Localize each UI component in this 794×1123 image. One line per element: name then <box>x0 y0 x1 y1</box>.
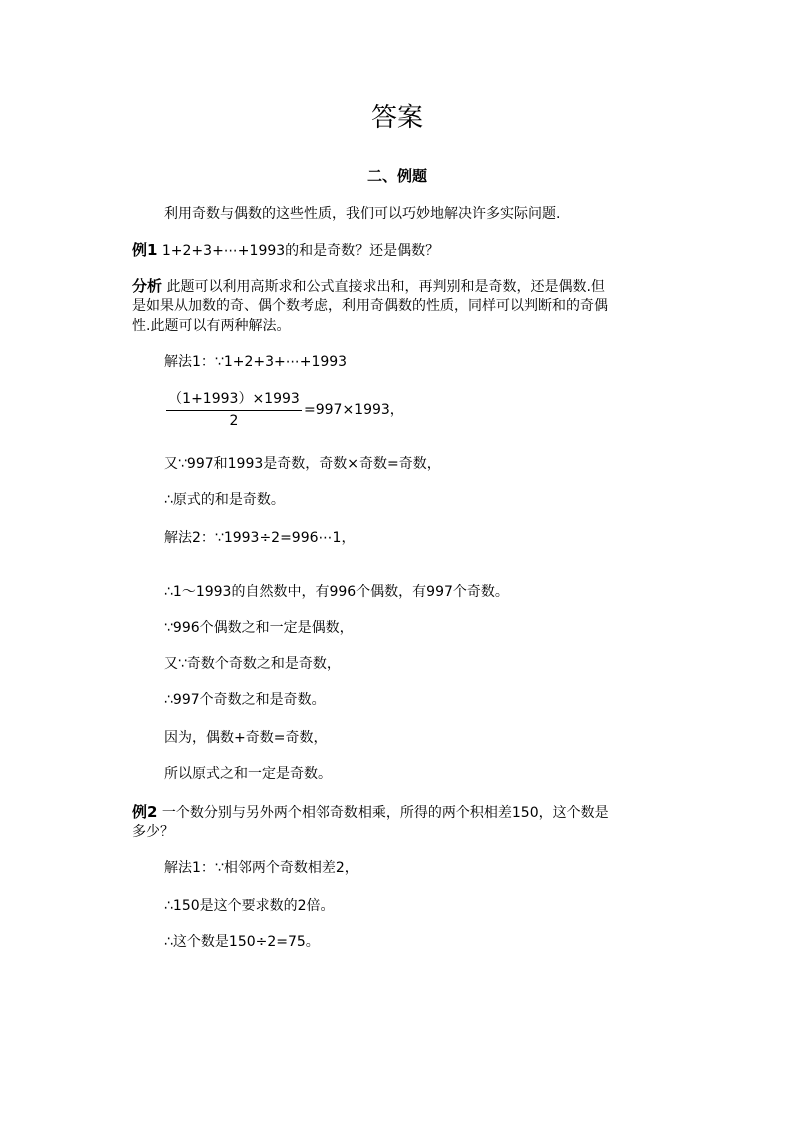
analysis-line-3: 性.此题可以有两种解法。 <box>132 318 291 334</box>
example-2-solution-line-2: ∴150是这个要求数的2倍。 <box>164 898 335 914</box>
solution-2-line-5: ∴997个奇数之和是奇数。 <box>164 692 326 708</box>
example-2-question-line-1 <box>132 802 609 823</box>
solution-2-line-4: 又∵奇数个奇数之和是奇数， <box>164 656 341 672</box>
example-1-question <box>132 240 439 261</box>
example-2-question-text: 一个数分别与另外两个相邻奇数相乘，所得的两个积相差150，这个数是 <box>161 805 609 821</box>
example-2-label: 例2 <box>132 803 158 821</box>
solution-2-line-3: ∵996个偶数之和一定是偶数， <box>164 620 354 636</box>
solution-1-line-2: 又∵997和1993是奇数，奇数×奇数=奇数， <box>164 456 441 472</box>
section-heading: 二、例题 <box>366 167 427 185</box>
solution-1-line-3: ∴原式的和是奇数。 <box>164 492 285 508</box>
analysis-line-1 <box>132 276 605 297</box>
example-2-question-line-2: 多少？ <box>132 824 174 840</box>
fraction-result: =997×1993， <box>304 402 404 418</box>
solution-2-line-6: 因为，偶数+奇数=奇数， <box>164 730 328 746</box>
fraction-numerator: （1+1993）×1993 <box>168 391 300 407</box>
analysis-line-2: 是如果从加数的奇、偶个数考虑，利用奇偶数的性质，同样可以判断和的奇偶 <box>132 298 608 314</box>
example-2-solution-line-3: ∴这个数是150÷2=75。 <box>164 934 320 950</box>
solution-2-line-7: 所以原式之和一定是奇数。 <box>164 766 332 782</box>
intro-paragraph: 利用奇数与偶数的这些性质，我们可以巧妙地解决许多实际问题. <box>164 206 561 222</box>
analysis-text-1: 此题可以利用高斯求和公式直接求出和，再判别和是奇数，还是偶数.但 <box>166 279 605 295</box>
fraction-denominator: 2 <box>229 413 239 429</box>
analysis-label: 分析 <box>132 277 163 295</box>
example-1-question-text: 1+2+3+⋯+1993的和是奇数？还是偶数？ <box>161 243 440 259</box>
solution-1-line-1: 解法1：∵1+2+3+⋯+1993 <box>164 354 348 370</box>
example-1-label: 例1 <box>132 241 158 259</box>
solution-2-line-1: 解法2：∵1993÷2=996⋯1， <box>164 530 356 546</box>
fraction-bar <box>166 410 302 411</box>
example-2-solution-line-1: 解法1：∵相邻两个奇数相差2， <box>164 860 359 876</box>
solution-2-line-2: ∴1～1993的自然数中，有996个偶数，有997个奇数。 <box>164 584 509 600</box>
page-title: 答案 <box>370 103 423 133</box>
